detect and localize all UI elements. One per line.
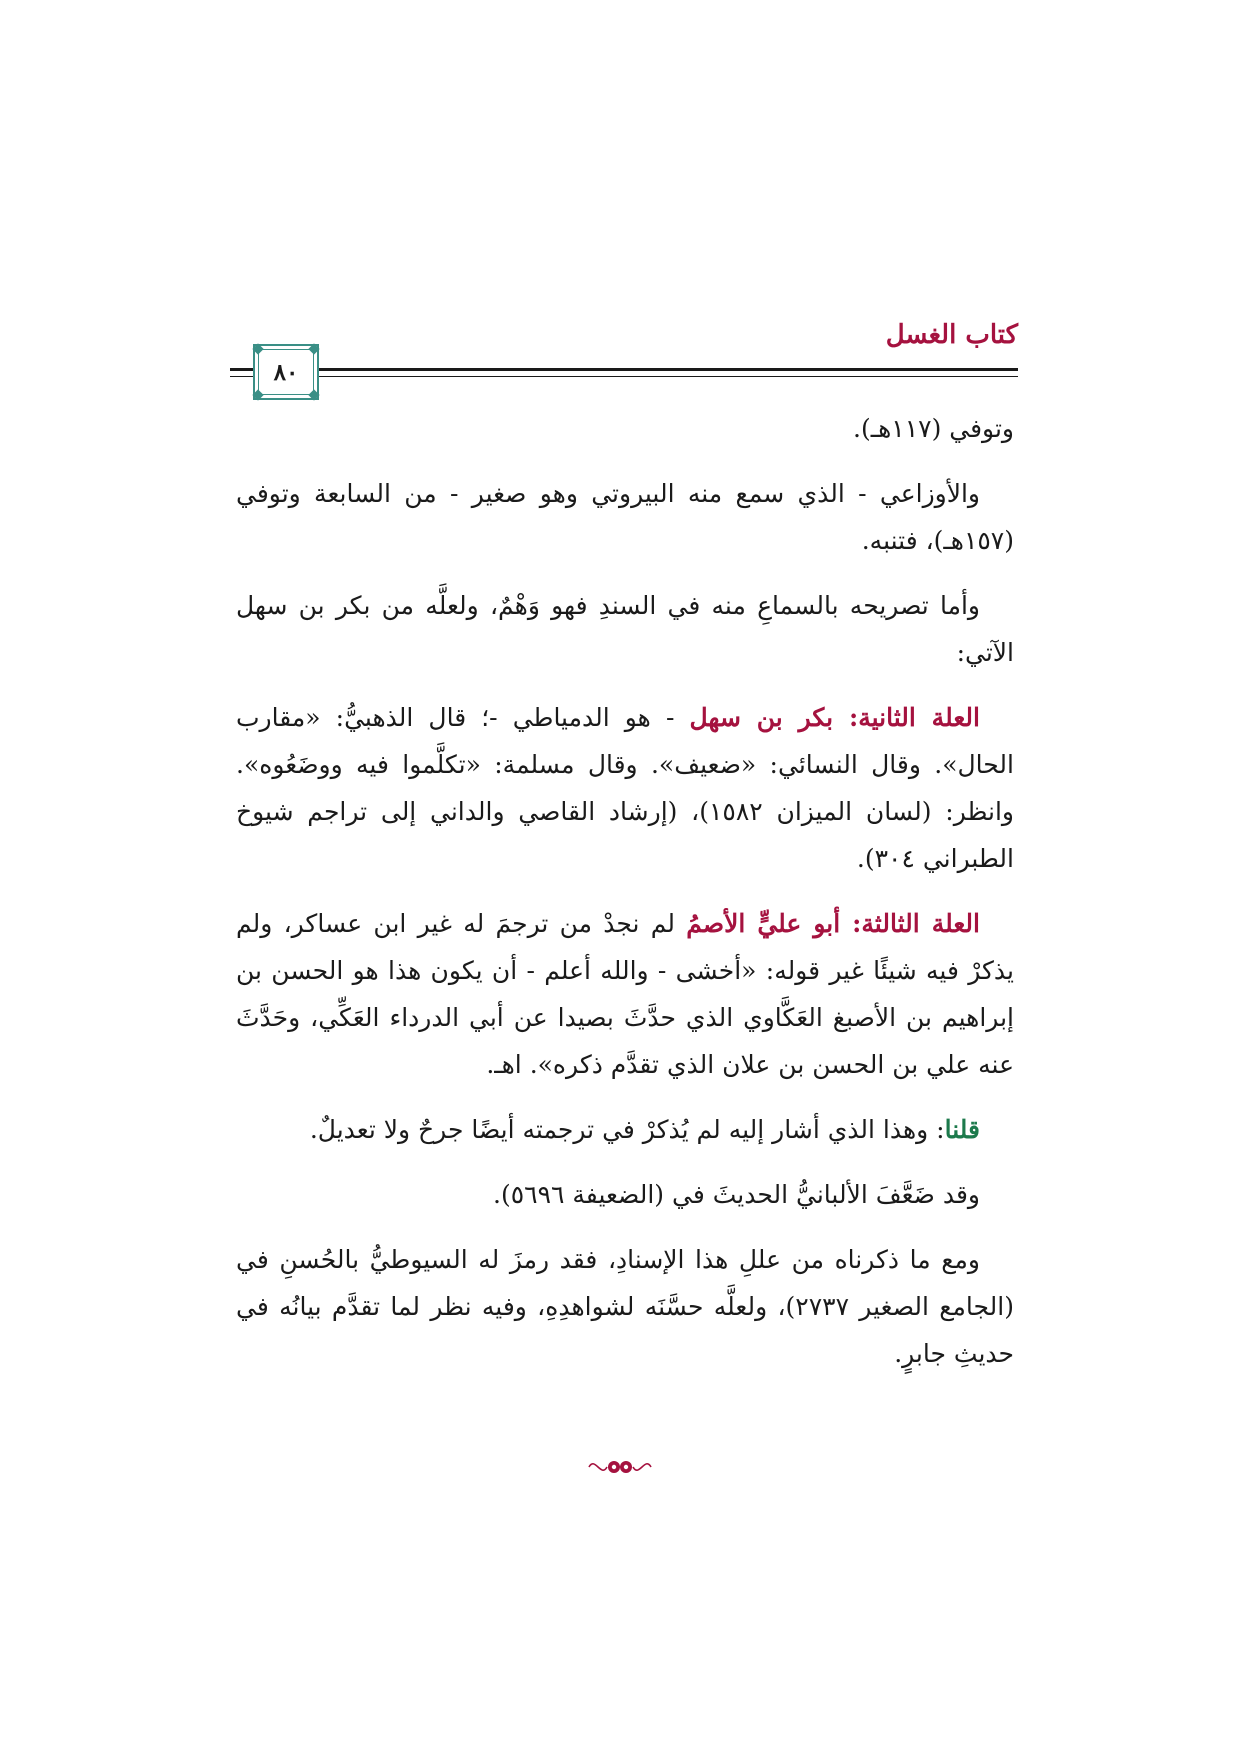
paragraph-6 xyxy=(236,1106,1014,1153)
paragraph-8: ومع ما ذكرناه من عللِ هذا الإسنادِ، فقد رمزَ له السيوطيُّ بالحُسنِ في (الجامع الصغير ٢٧٣٧)، ولعلَّه حسَّنَه لشواهدِهِ، وفيه نظر لما تقدَّم بيانُه في حديثِ جابرٍ. xyxy=(236,1245,1015,1368)
page-number: ٨٠ xyxy=(273,358,299,386)
paragraph-5 xyxy=(236,900,1014,1088)
header-rule-thick xyxy=(230,368,1018,371)
paragraph-3: وأما تصريحه بالسماعِ منه في السندِ فهو وَهْمٌ، ولعلَّه من بكر بن سهل الآتي: xyxy=(236,591,1014,667)
header-rule-thin xyxy=(230,376,1018,377)
paragraph-1: وتوفي (١١٧هـ). xyxy=(853,414,1014,443)
paragraph-7: وقد ضَعَّفَ الألبانيُّ الحديثَ في (الضعيفة ٥٦٩٦). xyxy=(493,1180,980,1209)
page-number-frame xyxy=(253,344,319,400)
chapter-title: كتاب الغسل xyxy=(885,320,1018,350)
body-text xyxy=(236,405,1014,1395)
paragraph-5-text: لم نجدْ من ترجمَ له غير ابن عساكر، ولم يذكرْ فيه شيئًا غير قوله: «أخشى - والله أعلم - أن يكون هذا هو الحسن بن إبراهيم بن الأصبغ العَكَّاوي الذي حدَّثَ بصيدا عن أبي الدرداء العَكِّي، وحَدَّثَ عنه علي بن الحسن بن علان الذي تقدَّم ذكره». اهـ. xyxy=(236,909,1014,1079)
paragraph-6-text: : وهذا الذي أشار إليه لم يُذكرْ في ترجمته أيضًا جرحٌ ولا تعديلٌ. xyxy=(309,1115,945,1144)
paragraph-4 xyxy=(236,694,1014,882)
authors-note-label: قلنا xyxy=(944,1115,980,1144)
floral-ornament-icon xyxy=(585,1450,655,1484)
second-defect-label: العلة الثانية: xyxy=(833,703,980,732)
narrator-name: بكر بن سهل xyxy=(689,703,834,732)
paragraph-4-text: - هو الدمياطي -؛ قال الذهبيُّ: «مقارب الحال». وقال النسائي: «ضعيف». وقال مسلمة: «تكلَّموا فيه ووضَعُوه». وانظر: (لسان الميزان ١٥٨٢)، (إرشاد القاصي والداني إلى تراجم شيوخ الطبراني ٣٠٤). xyxy=(236,703,1014,873)
page-header xyxy=(230,314,1018,386)
third-defect-label: العلة الثالثة: أبو عليٍّ الأصمُ xyxy=(686,909,980,938)
paragraph-2: والأوزاعي - الذي سمع منه البيروتي وهو صغير - من السابعة وتوفي (١٥٧هـ)، فتنبه. xyxy=(236,479,1014,555)
